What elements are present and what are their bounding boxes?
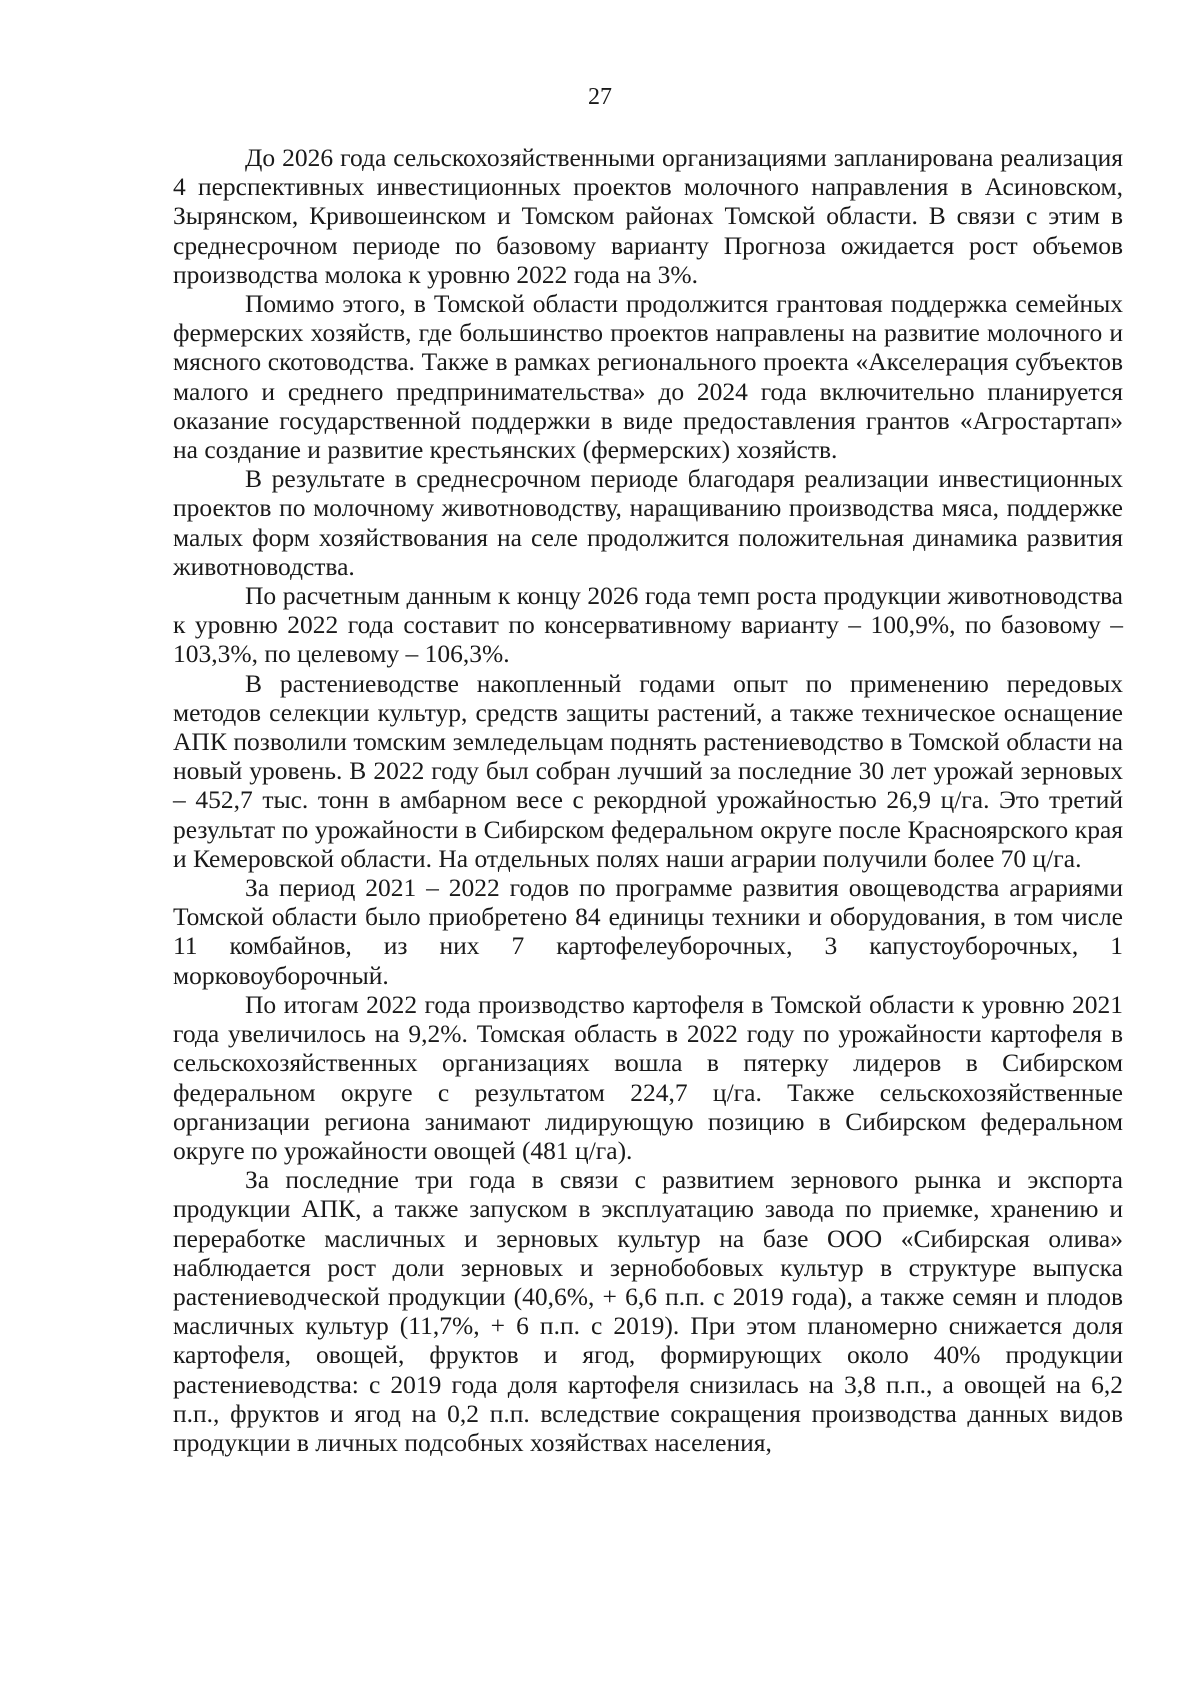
- paragraph-dairy-projects: До 2026 года сельскохозяйственными организациями запланирована реализация 4 перспективных инвестиционных проектов молочного направления в Асиновском, Зырянском, Кривошеинском и Томском районах Томской области. В связи с этим в среднесрочном периоде по базовому варианту Прогноза ожидается рост объемов производства молока к уровню 2022 года на 3%.: [173, 143, 1123, 289]
- document-body: [173, 143, 1123, 1457]
- paragraph-growth-forecast: По расчетным данным к концу 2026 года темп роста продукции животноводства к уровню 2022 года составит по консервативному варианту – 100,9%, по базовому – 103,3%, по целевому – 106,3%.: [173, 581, 1123, 669]
- paragraph-livestock-dynamics: В результате в среднесрочном периоде благодаря реализации инвестиционных проектов по молочному животноводству, наращиванию производства мяса, поддержке малых форм хозяйствования на селе продолжится положительная динамика развития животноводства.: [173, 464, 1123, 581]
- paragraph-grant-support: Помимо этого, в Томской области продолжится грантовая поддержка семейных фермерских хозяйств, где большинство проектов направлены на развитие молочного и мясного скотоводства. Также в рамках регионального проекта «Акселерация субъектов малого и среднего предпринимательства» до 2024 года включительно планируется оказание государственной поддержки в виде предоставления грантов «Агростартап» на создание и развитие крестьянских (фермерских) хозяйств.: [173, 289, 1123, 465]
- paragraph-crop-production: В растениеводстве накопленный годами опыт по применению передовых методов селекции культур, средств защиты растений, а также техническое оснащение АПК позволили томским земледельцам поднять растениеводство в Томской области на новый уровень. В 2022 году был собран лучший за последние 30 лет урожай зерновых – 452,7 тыс. тонн в амбарном весе с рекордной урожайностью 26,9 ц/га. Это третий результат по урожайности в Сибирском федеральном округе после Красноярского края и Кемеровской области. На отдельных полях наши аграрии получили более 70 ц/га.: [173, 668, 1123, 873]
- paragraph-potato-results: По итогам 2022 года производство картофеля в Томской области к уровню 2021 года увеличилось на 9,2%. Томская область в 2022 году по урожайности картофеля в сельскохозяйственных организациях вошла в пятерку лидеров в Сибирском федеральном округе с результатом 224,7 ц/га. Также сельскохозяйственные организации региона занимают лидирующую позицию в Сибирском федеральном округе по урожайности овощей (481 ц/га).: [173, 989, 1123, 1165]
- paragraph-vegetable-equipment: За период 2021 – 2022 годов по программе развития овощеводства аграриями Томской области было приобретено 84 единицы техники и оборудования, в том числе 11 комбайнов, из них 7 картофелеуборочных, 3 капустоуборочных, 1 морковоуборочный.: [173, 873, 1123, 990]
- page-number: 27: [588, 84, 612, 110]
- paragraph-crop-structure: За последние три года в связи с развитием зернового рынка и экспорта продукции АПК, а также запуском в эксплуатацию завода по приемке, хранению и переработке масличных и зерновых культур на базе ООО «Сибирская олива» наблюдается рост доли зерновых и зернобобовых культур в структуре выпуска растениеводческой продукции (40,6%, + 6,6 п.п. с 2019 года), а также семян и плодов масличных культур (11,7%, + 6 п.п. с 2019). При этом планомерно снижается доля картофеля, овощей, фруктов и ягод, формирующих около 40% продукции растениеводства: с 2019 года доля картофеля снизилась на 3,8 п.п., а овощей на 6,2 п.п., фруктов и ягод на 0,2 п.п. вследствие сокращения производства данных видов продукции в личных подсобных хозяйствах населения,: [173, 1165, 1123, 1457]
